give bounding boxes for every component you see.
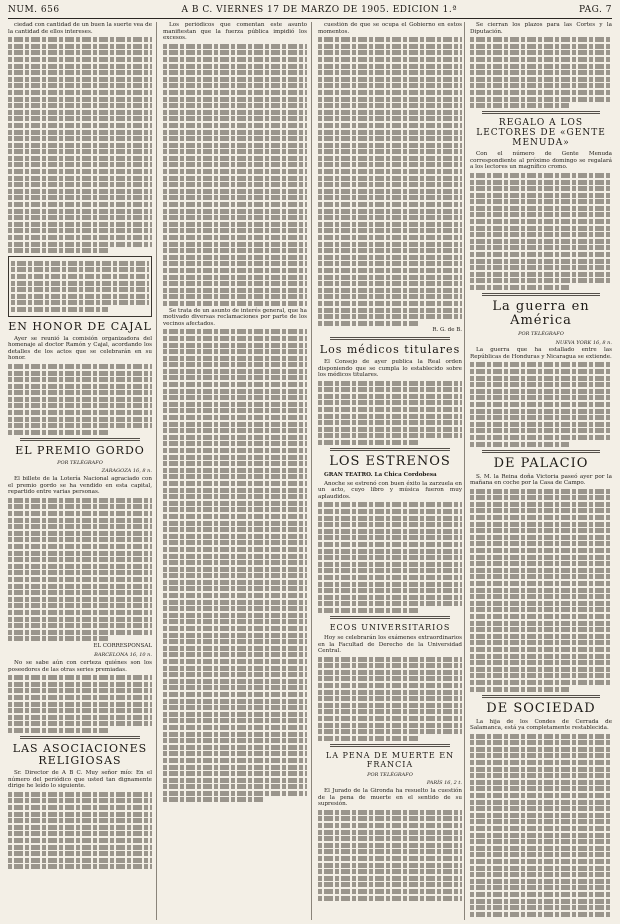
dateline: BARCELONA 16, 10 n. [94, 652, 152, 659]
guerra-text: La guerra que ha estallado entre las Repúblicas de Honduras y Nicaragua se extiende. [470, 347, 612, 360]
wire-label: POR TELÉGRAFO [518, 331, 564, 337]
intro-paragraph: ciedad con cantidad de un buen la suerte vea de la cantidad de ellos intereses. [8, 22, 152, 35]
section-divider [482, 450, 600, 453]
pena-text: El Jurado de la Gironda ha resuelto la cuestión de la pena de muerte en el sentido de su supresión. [318, 788, 462, 808]
section-divider [330, 337, 450, 340]
issue-number: NUM. 656 [8, 5, 60, 15]
sociedad-text: La hija de los Condes de Cerrada de Salamanca, está ya completamente restablecida. [470, 718, 612, 732]
estrenos-text: Anoche se estrenó con buen éxito la zarzuela en un acto, cuyo libro y música fueron muy aplaudidos. [318, 480, 462, 500]
ecos-text: Hoy se celebrarán los exámenes extraordinarios en la Facultad de Derecho de la Universidad Central. [318, 634, 462, 655]
palacio-text: S. M. la Reina doña Victoria paseó ayer por la mañana en coche por la Casa de Campo. [470, 473, 612, 487]
headline-estrenos: LOS ESTRENOS [329, 454, 451, 470]
column-2 [163, 22, 307, 920]
masthead [8, 2, 612, 18]
estrenos-theatre: GRAN TEATRO. La Chica Cordobesa [324, 472, 437, 479]
gordo-text: El billete de la Lotería Nacional agraciado con el premio gordo se ha vendido en esta capital, repartido entre varias personas. [8, 476, 152, 496]
column-divider [156, 22, 157, 920]
body-text [318, 37, 462, 326]
paper-dateline: A B C. VIERNES 17 DE MARZO DE 1905. EDICION 1.ª [181, 5, 457, 15]
column-1 [8, 22, 152, 920]
body-text [163, 329, 307, 802]
headline-asociaciones: LAS ASOCIACIONES RELIGIOSAS [12, 742, 148, 767]
section-divider [482, 111, 600, 114]
body-text [163, 44, 307, 306]
headline-premio-gordo: EL PREMIO GORDO [15, 443, 145, 457]
asociaciones-text: Sr. Director de A B C. Muy señor mío: En el número del periódico que usted tan dignamente dirige he leído lo siguiente. [8, 770, 152, 790]
headline-pena-muerte: LA PENA DE MUERTE EN FRANCIA [325, 750, 455, 769]
regalo-text: Con el número de Gente Menuda correspondiente al próximo domingo se regalará a los lectores un magnífico cromo. [470, 151, 612, 171]
column-divider [464, 22, 465, 920]
body-paragraph: Se trata de un asunto de interés general, que ha motivado diversas reclamaciones por parte de los vecinos afectados. [163, 307, 307, 327]
column-3 [318, 22, 462, 920]
section-divider [330, 448, 450, 451]
medicos-text: El Consejo de ayer publica la Real orden disponiendo que se cumpla lo establecido sobre los médicos titulares. [318, 358, 462, 379]
dateline: NUEVA YORK 16, 8 n. [555, 339, 612, 346]
top-rule [8, 18, 612, 19]
headline-guerra-america: La guerra en América [492, 299, 590, 328]
page-number: PAG. 7 [578, 5, 612, 15]
column-4 [470, 22, 612, 920]
dateline: ZARAGOZA 16, 8 n. [101, 468, 152, 475]
section-divider [330, 616, 450, 619]
section-divider [330, 744, 450, 747]
section-divider [482, 695, 600, 698]
wire-label: POR TELÉGRAFO [367, 771, 413, 778]
intro-paragraph: Los periódicos que comentan este asunto manifiestan que la fuerza pública impidió los excesos. [163, 22, 307, 42]
section-divider [482, 293, 600, 296]
column-divider [311, 22, 312, 920]
advertisement-box [8, 256, 152, 316]
headline-cajal: EN HONOR DE CAJAL [8, 319, 152, 333]
headline-sociedad: DE SOCIEDAD [486, 700, 596, 716]
section-divider [20, 736, 140, 739]
wire-label: POR TELÉGRAFO [57, 459, 103, 466]
section-divider [20, 438, 140, 441]
intro-paragraph: Se cierran los plazos para las Cortes y la Diputación. [470, 22, 612, 35]
dateline: PARÍS 16, 2 t. [426, 780, 462, 787]
headline-palacio: DE PALACIO [493, 455, 589, 471]
gordo-followup: No se sabe aún con certeza quiénes son los poseedores de las otras series premiadas. [8, 660, 152, 673]
cajal-text: Ayer se reunió la comisión organizadora del homenaje al doctor Ramón y Cajal, acordando los detalles de los actos que se celebrarán en su honor. [8, 335, 152, 362]
headline-regalo: REGALO A LOS LECTORES DE «GENTE MENUDA» [476, 118, 606, 149]
headline-medicos: Los médicos titulares [319, 342, 461, 356]
intro-paragraph: cuestión de que se ocupa el Gobierno en estos momentos. [318, 22, 462, 35]
body-text [470, 37, 612, 108]
signature: EL CORRESPONSAL [93, 642, 152, 649]
body-text [8, 37, 152, 253]
headline-ecos: ECOS UNIVERSITARIOS [329, 622, 451, 632]
signature: R. G. de B. [432, 327, 462, 334]
